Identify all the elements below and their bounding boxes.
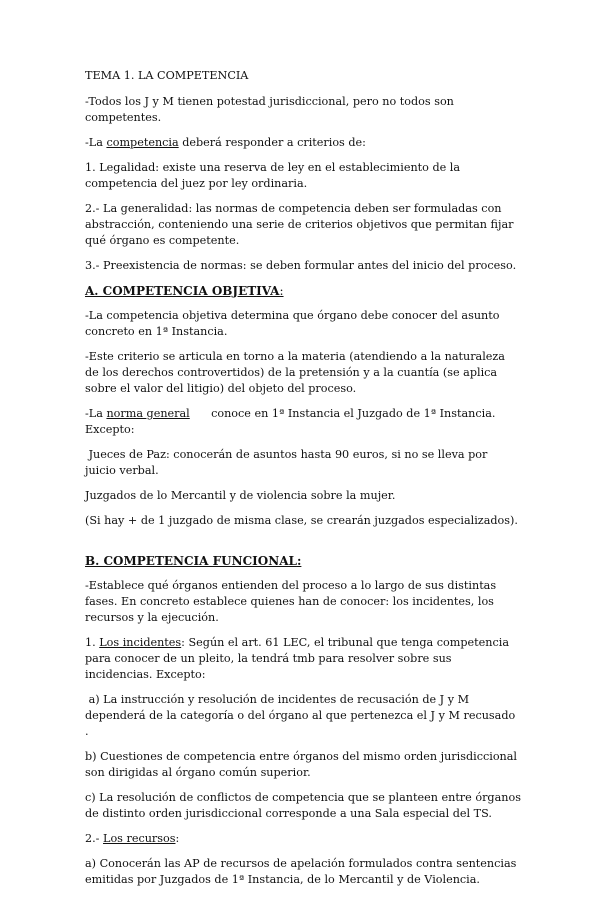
norma-general-term: norma general: [106, 407, 190, 420]
intro-paragraph-2: [85, 135, 521, 151]
section-b-p2-pre: 1.: [85, 636, 100, 649]
section-a-p3-post: conoce en 1ª Instancia el Juzgado de 1ª Instancia. Excepto:: [85, 407, 499, 436]
competencia-term: competencia: [106, 136, 179, 149]
criterion-generalidad: 2.- La generalidad: las normas de competencia deben ser formuladas con abstracción, conteniendo una serie de criterios objetivos que permitan fijar qué órgano es competente.: [85, 202, 514, 247]
section-a-heading-suffix: :: [279, 284, 284, 298]
section-b-item-c: c) La resolución de conflictos de competencia que se planteen entre órganos de distinto orden jurisdiccional corresponde a una Sala especial del TS.: [85, 791, 521, 820]
section-b-p3-pre: 2.-: [85, 832, 104, 845]
section-a-heading-text: A. COMPETENCIA OBJETIVA: [85, 284, 280, 298]
intro-p2-pre: -La: [85, 136, 107, 149]
section-b-item-b: b) Cuestiones de competencia entre órganos del mismo orden jurisdiccional son dirigidas al órgano común superior.: [85, 750, 518, 779]
incidentes-term: Los incidentes: [99, 636, 182, 649]
section-b-p2-post: : Según el art. 61 LEC, el tribunal que tenga competencia para conocer de un pleito, la tendrá tmb para resolver sobre sus incidencias. Excepto:: [85, 636, 509, 681]
section-b-heading-suffix: :: [296, 554, 302, 568]
section-a-paragraph-4: Jueces de Paz: conocerán de asuntos hasta 90 euros, si no se lleva por juicio verbal.: [85, 448, 491, 477]
section-a-p3-pre: -La: [85, 407, 107, 420]
document-page: [85, 68, 521, 897]
section-b-heading: [85, 553, 521, 569]
criterion-legalidad: 1. Legalidad: existe una reserva de ley en el establecimiento de la competencia del juez por ley ordinaria.: [85, 161, 461, 190]
recursos-term: Los recursos: [103, 832, 176, 845]
section-b-p3-post: :: [175, 832, 180, 845]
section-a-heading: [85, 283, 521, 299]
section-a-paragraph-2: -Este criterio se articula en torno a la materia (atendiendo a la naturaleza de los derechos controvertidos) de la pretensión y a la cuantía (se aplica sobre el valor del litigio) del objeto del proceso.: [85, 350, 505, 395]
section-a-paragraph-5: Juzgados de lo Mercantil y de violencia sobre la mujer.: [85, 489, 396, 502]
section-b-item-a: a) La instrucción y resolución de incidentes de recusación de J y M dependerá de la categoría o del órgano al que pertenezca el J y M recusado .: [85, 693, 519, 738]
section-b-heading-text: B. COMPETENCIA FUNCIONAL: [85, 554, 297, 568]
section-b-paragraph-3: [85, 831, 521, 847]
intro-p2-post: deberá responder a criterios de:: [178, 136, 366, 149]
intro-paragraph-1: -Todos los J y M tienen potestad jurisdiccional, pero no todos son competentes.: [85, 95, 454, 124]
section-a-paragraph-1: -La competencia objetiva determina que órgano debe conocer del asunto concreto en 1ª Instancia.: [85, 309, 500, 338]
section-b-paragraph-1: -Establece qué órganos entienden del proceso a lo largo de sus distintas fases. En concreto establece quienes han de conocer: los incidentes, los recursos y la ejecución.: [85, 579, 497, 624]
section-b-recursos-a: a) Conocerán las AP de recursos de apelación formulados contra sentencias emitidas por Juzgados de 1ª Instancia, de lo Mercantil y de Violencia.: [85, 857, 517, 886]
section-b-paragraph-2: [85, 635, 521, 683]
criterion-preexistencia: 3.- Preexistencia de normas: se deben formular antes del inicio del proceso.: [85, 259, 517, 272]
section-a-paragraph-3: [85, 406, 521, 438]
section-a-paragraph-6: (Si hay + de 1 juzgado de misma clase, se crearán juzgados especializados).: [85, 514, 518, 527]
document-title: TEMA 1. LA COMPETENCIA: [85, 69, 249, 82]
